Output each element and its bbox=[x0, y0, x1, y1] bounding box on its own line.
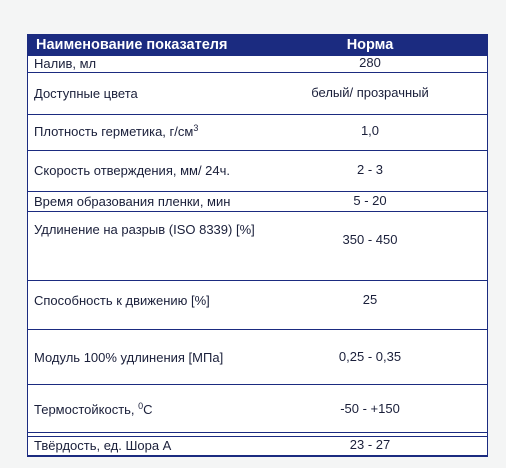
row-value: 25 bbox=[362, 292, 378, 307]
specs-table bbox=[27, 34, 488, 457]
header-parameter: Наименование показателя bbox=[36, 37, 228, 53]
table-row bbox=[28, 385, 487, 433]
row-value: 1,0 bbox=[360, 123, 380, 138]
row-parameter: Удлинение на разрыв (ISO 8339) [%] bbox=[34, 222, 255, 237]
row-parameter: Твёрдость, ед. Шора А bbox=[34, 438, 172, 453]
table-row bbox=[28, 151, 487, 192]
table-row bbox=[28, 192, 487, 212]
row-value: 5 - 20 bbox=[353, 193, 387, 208]
row-parameter: Термостойкость, $^0$С bbox=[34, 401, 153, 417]
row-value: белый/ прозрачный bbox=[311, 85, 429, 100]
row-value: -50 - +150 bbox=[340, 401, 400, 416]
table-row bbox=[28, 56, 487, 73]
row-value: 2 - 3 bbox=[356, 162, 383, 177]
row-value: 23 - 27 bbox=[349, 437, 391, 452]
row-parameter: Налив, мл bbox=[34, 56, 97, 71]
table-header bbox=[28, 35, 487, 56]
table-row bbox=[28, 73, 487, 115]
row-parameter: Время образования пленки, мин bbox=[34, 194, 231, 209]
table-row bbox=[28, 330, 487, 385]
table-row bbox=[28, 115, 487, 151]
row-parameter: Плотность герметика, $г/см^3$ bbox=[34, 123, 199, 139]
table-row bbox=[28, 212, 487, 281]
table-row bbox=[28, 281, 487, 330]
row-value: 0,25 - 0,35 bbox=[338, 349, 402, 364]
row-value: 350 - 450 bbox=[342, 232, 398, 247]
header-norm: Норма bbox=[346, 37, 394, 53]
row-parameter: Скорость отверждения, мм/ 24ч. bbox=[34, 163, 231, 178]
row-value: 280 bbox=[359, 55, 381, 70]
table-row bbox=[28, 436, 487, 456]
row-parameter: Способность к движению [%] bbox=[34, 293, 210, 308]
row-parameter: Доступные цвета bbox=[34, 86, 138, 101]
row-parameter: Модуль 100% удлинения [МПа] bbox=[34, 350, 224, 365]
